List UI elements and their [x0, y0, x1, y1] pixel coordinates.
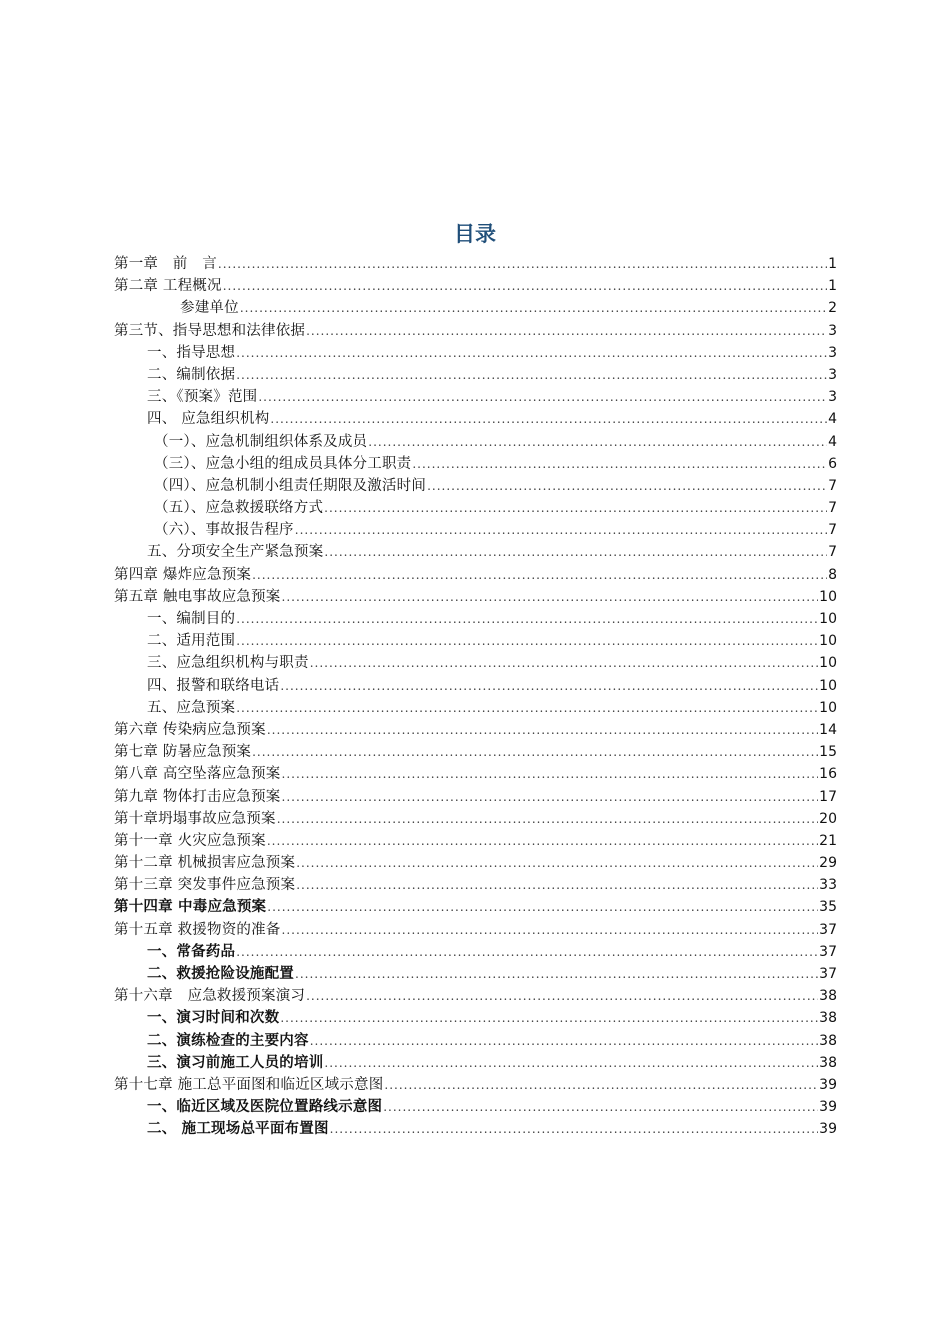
toc-list: [114, 253, 837, 1141]
toc-entry[interactable]: [114, 1007, 837, 1029]
toc-entry[interactable]: [114, 541, 837, 563]
toc-dot-leader: [412, 453, 827, 475]
toc-entry-label: 二、演练检查的主要内容: [147, 1031, 309, 1049]
toc-entry-page: 33: [819, 877, 837, 894]
toc-dot-leader: [306, 320, 827, 342]
toc-entry-label: （六）、事故报告程序: [154, 522, 294, 539]
toc-dot-leader: [280, 1007, 818, 1029]
toc-entry[interactable]: [114, 386, 837, 408]
toc-dot-leader: [236, 364, 827, 386]
toc-entry-label: 参建单位: [180, 300, 239, 317]
toc-entry-label: 一、指导思想: [147, 344, 236, 361]
toc-dot-leader: [282, 763, 819, 785]
toc-entry-label: 第七章 防暑应急预案: [114, 744, 252, 761]
toc-entry-label: （四）、应急机制小组责任期限及激活时间: [154, 477, 427, 494]
toc-entry-label: 第十六章 应急救援预案演习: [114, 988, 306, 1005]
toc-dot-leader: [267, 830, 818, 852]
toc-entry-label: 三、演习前施工人员的培训: [147, 1053, 324, 1071]
toc-dot-leader: [236, 941, 818, 963]
toc-dot-leader: [330, 1118, 819, 1140]
toc-dot-leader: [236, 608, 818, 630]
toc-entry[interactable]: [114, 1030, 837, 1052]
toc-entry-label: （五）、应急救援联络方式: [154, 500, 324, 517]
toc-dot-leader: [267, 896, 818, 918]
toc-entry-label: 一、常备药品: [147, 942, 236, 960]
toc-entry-label: 一、编制目的: [147, 611, 236, 627]
toc-dot-leader: [282, 919, 819, 941]
toc-dot-leader: [306, 985, 818, 1007]
toc-entry-page: 2: [828, 300, 837, 317]
toc-entry-label: 第八章 高空坠落应急预案: [114, 766, 281, 783]
toc-dot-leader: [324, 497, 827, 519]
toc-entry[interactable]: [114, 431, 837, 453]
toc-entry-page: 38: [819, 1010, 837, 1027]
toc-dot-leader: [427, 475, 827, 497]
toc-entry[interactable]: [114, 497, 837, 519]
toc-entry[interactable]: [114, 963, 837, 985]
toc-entry-page: 10: [819, 588, 837, 605]
toc-entry[interactable]: [114, 675, 837, 697]
toc-title: 目录: [454, 222, 496, 246]
toc-entry-page: 3: [828, 366, 837, 383]
toc-entry-page: 3: [828, 389, 837, 406]
toc-entry-page: 1: [828, 256, 837, 272]
toc-entry-page: 39: [819, 1099, 837, 1116]
toc-dot-leader: [296, 852, 818, 874]
toc-entry-page: 20: [819, 810, 837, 827]
toc-entry-label: 三、应急组织机构与职责: [147, 655, 309, 672]
toc-entry-label: 四、报警和联络电话: [147, 677, 280, 694]
toc-entry-label: 第九章 物体打击应急预案: [114, 788, 281, 805]
toc-entry[interactable]: [114, 475, 837, 497]
toc-dot-leader: [383, 1096, 818, 1118]
toc-entry-label: 二、救援抢险设施配置: [147, 965, 294, 982]
toc-dot-leader: [236, 630, 818, 652]
toc-entry[interactable]: [114, 808, 837, 830]
toc-entry-page: 37: [819, 921, 837, 938]
toc-entry[interactable]: [114, 786, 837, 808]
toc-dot-leader: [252, 564, 827, 586]
toc-entry[interactable]: [114, 1118, 837, 1140]
toc-dot-leader: [267, 719, 818, 741]
toc-dot-leader: [236, 342, 827, 364]
toc-entry[interactable]: [114, 852, 837, 874]
toc-entry-label: 第十七章 施工总平面图和临近区域示意图: [114, 1076, 384, 1093]
toc-entry-label: 四、 应急组织机构: [147, 411, 270, 428]
toc-entry[interactable]: [114, 919, 837, 941]
toc-entry[interactable]: [114, 896, 837, 918]
toc-dot-leader: [282, 786, 819, 808]
toc-entry-page: 29: [819, 855, 837, 872]
toc-entry[interactable]: [114, 253, 837, 275]
toc-entry-page: 7: [828, 500, 837, 517]
toc-entry[interactable]: [114, 697, 837, 719]
toc-entry-label: 一、临近区域及医院位置路线示意图: [147, 1098, 383, 1116]
toc-entry-page: 17: [819, 788, 837, 805]
toc-entry[interactable]: [114, 830, 837, 852]
toc-entry-page: 7: [828, 522, 837, 539]
toc-dot-leader: [310, 1030, 818, 1052]
toc-dot-leader: [223, 275, 827, 297]
toc-entry-label: 第十二章 机械损害应急预案: [114, 855, 296, 872]
toc-entry[interactable]: [114, 985, 837, 1007]
toc-entry-page: 37: [819, 943, 837, 960]
toc-entry-page: 16: [819, 766, 837, 783]
toc-entry-label: 第一章 前 言: [114, 256, 217, 272]
toc-entry-page: 4: [828, 411, 837, 428]
toc-entry[interactable]: [114, 941, 837, 963]
toc-entry-label: 二、编制依据: [147, 366, 236, 383]
toc-entry-label: 二、适用范围: [147, 633, 236, 650]
toc-entry-page: 1: [828, 278, 837, 295]
toc-entry[interactable]: [114, 1052, 837, 1074]
toc-entry-page: 8: [828, 566, 837, 583]
toc-entry-page: 7: [828, 477, 837, 494]
toc-dot-leader: [218, 253, 827, 275]
toc-entry[interactable]: [114, 297, 837, 319]
toc-entry[interactable]: [114, 1096, 837, 1118]
toc-entry[interactable]: [114, 453, 837, 475]
toc-dot-leader: [277, 808, 818, 830]
toc-dot-leader: [310, 652, 818, 674]
toc-entry-page: 14: [819, 721, 837, 738]
toc-entry-page: 10: [819, 611, 837, 627]
toc-entry-page: 10: [819, 655, 837, 672]
toc-entry-page: 3: [828, 344, 837, 361]
toc-dot-leader: [270, 408, 827, 430]
toc-dot-leader: [324, 1052, 818, 1074]
toc-dot-leader: [280, 675, 818, 697]
toc-entry-label: 第六章 传染病应急预案: [114, 721, 266, 738]
toc-entry[interactable]: [114, 342, 837, 364]
toc-entry[interactable]: [114, 1074, 837, 1096]
toc-entry[interactable]: [114, 630, 837, 652]
toc-entry-label: 第十五章 救援物资的准备: [114, 921, 281, 938]
toc-dot-leader: [236, 697, 818, 719]
toc-entry-page: 7: [828, 544, 837, 561]
toc-entry-page: 38: [819, 988, 837, 1005]
toc-entry-page: 10: [819, 699, 837, 716]
toc-entry[interactable]: [114, 564, 837, 586]
toc-entry-label: 五、应急预案: [147, 699, 236, 716]
toc-entry-page: 39: [819, 1076, 837, 1093]
toc-entry-label: 第二章 工程概况: [114, 278, 222, 295]
toc-entry[interactable]: [114, 364, 837, 386]
toc-entry-label: 第四章 爆炸应急预案: [114, 566, 252, 583]
toc-entry-page: 4: [828, 433, 837, 450]
toc-entry-label: 二、 施工现场总平面布置图: [147, 1120, 329, 1138]
toc-entry[interactable]: [114, 741, 837, 763]
toc-entry[interactable]: [114, 874, 837, 896]
toc-dot-leader: [295, 963, 818, 985]
toc-entry-page: 3: [828, 322, 837, 339]
toc-dot-leader: [368, 431, 827, 453]
toc-dot-leader: [324, 541, 827, 563]
toc-dot-leader: [295, 519, 827, 541]
toc-entry-label: （一）、应急机制组织体系及成员: [154, 433, 368, 450]
toc-entry[interactable]: [114, 320, 837, 342]
toc-dot-leader: [258, 386, 827, 408]
toc-entry-page: 10: [819, 677, 837, 694]
toc-entry-label: 第十三章 突发事件应急预案: [114, 877, 296, 894]
toc-entry-label: 第十章坍塌事故应急预案: [114, 810, 276, 827]
toc-entry-label: 第十一章 火灾应急预案: [114, 832, 266, 849]
toc-dot-leader: [240, 297, 827, 319]
toc-entry[interactable]: [114, 763, 837, 785]
toc-entry-label: 第三节、指导思想和法律依据: [114, 322, 306, 339]
toc-entry-page: 15: [819, 744, 837, 761]
toc-entry[interactable]: [114, 275, 837, 297]
toc-dot-leader: [384, 1074, 818, 1096]
toc-entry-page: 37: [819, 966, 837, 982]
toc-entry[interactable]: [114, 608, 837, 630]
toc-entry-page: 6: [828, 455, 837, 472]
toc-entry[interactable]: [114, 719, 837, 741]
toc-entry-page: 10: [819, 633, 837, 650]
toc-entry-page: 38: [819, 1032, 837, 1049]
toc-dot-leader: [296, 874, 818, 896]
toc-entry-page: 38: [819, 1054, 837, 1071]
toc-entry-label: 一、演习时间和次数: [147, 1009, 280, 1027]
toc-entry-label: 第十四章 中毒应急预案: [114, 898, 267, 916]
toc-entry-page: 35: [819, 899, 837, 916]
toc-entry[interactable]: [114, 586, 837, 608]
toc-entry-page: 39: [819, 1121, 837, 1138]
toc-entry-label: （三）、应急小组的组成员具体分工职责: [154, 455, 412, 472]
toc-entry[interactable]: [114, 652, 837, 674]
toc-entry-label: 第五章 触电事故应急预案: [114, 588, 281, 605]
toc-dot-leader: [252, 741, 818, 763]
toc-entry-label: 五、分项安全生产紧急预案: [147, 544, 324, 561]
toc-entry[interactable]: [114, 519, 837, 541]
toc-entry-label: 三、《预案》范围: [147, 389, 258, 406]
toc-dot-leader: [282, 586, 819, 608]
toc-entry[interactable]: [114, 408, 837, 430]
toc-entry-page: 21: [819, 832, 837, 849]
